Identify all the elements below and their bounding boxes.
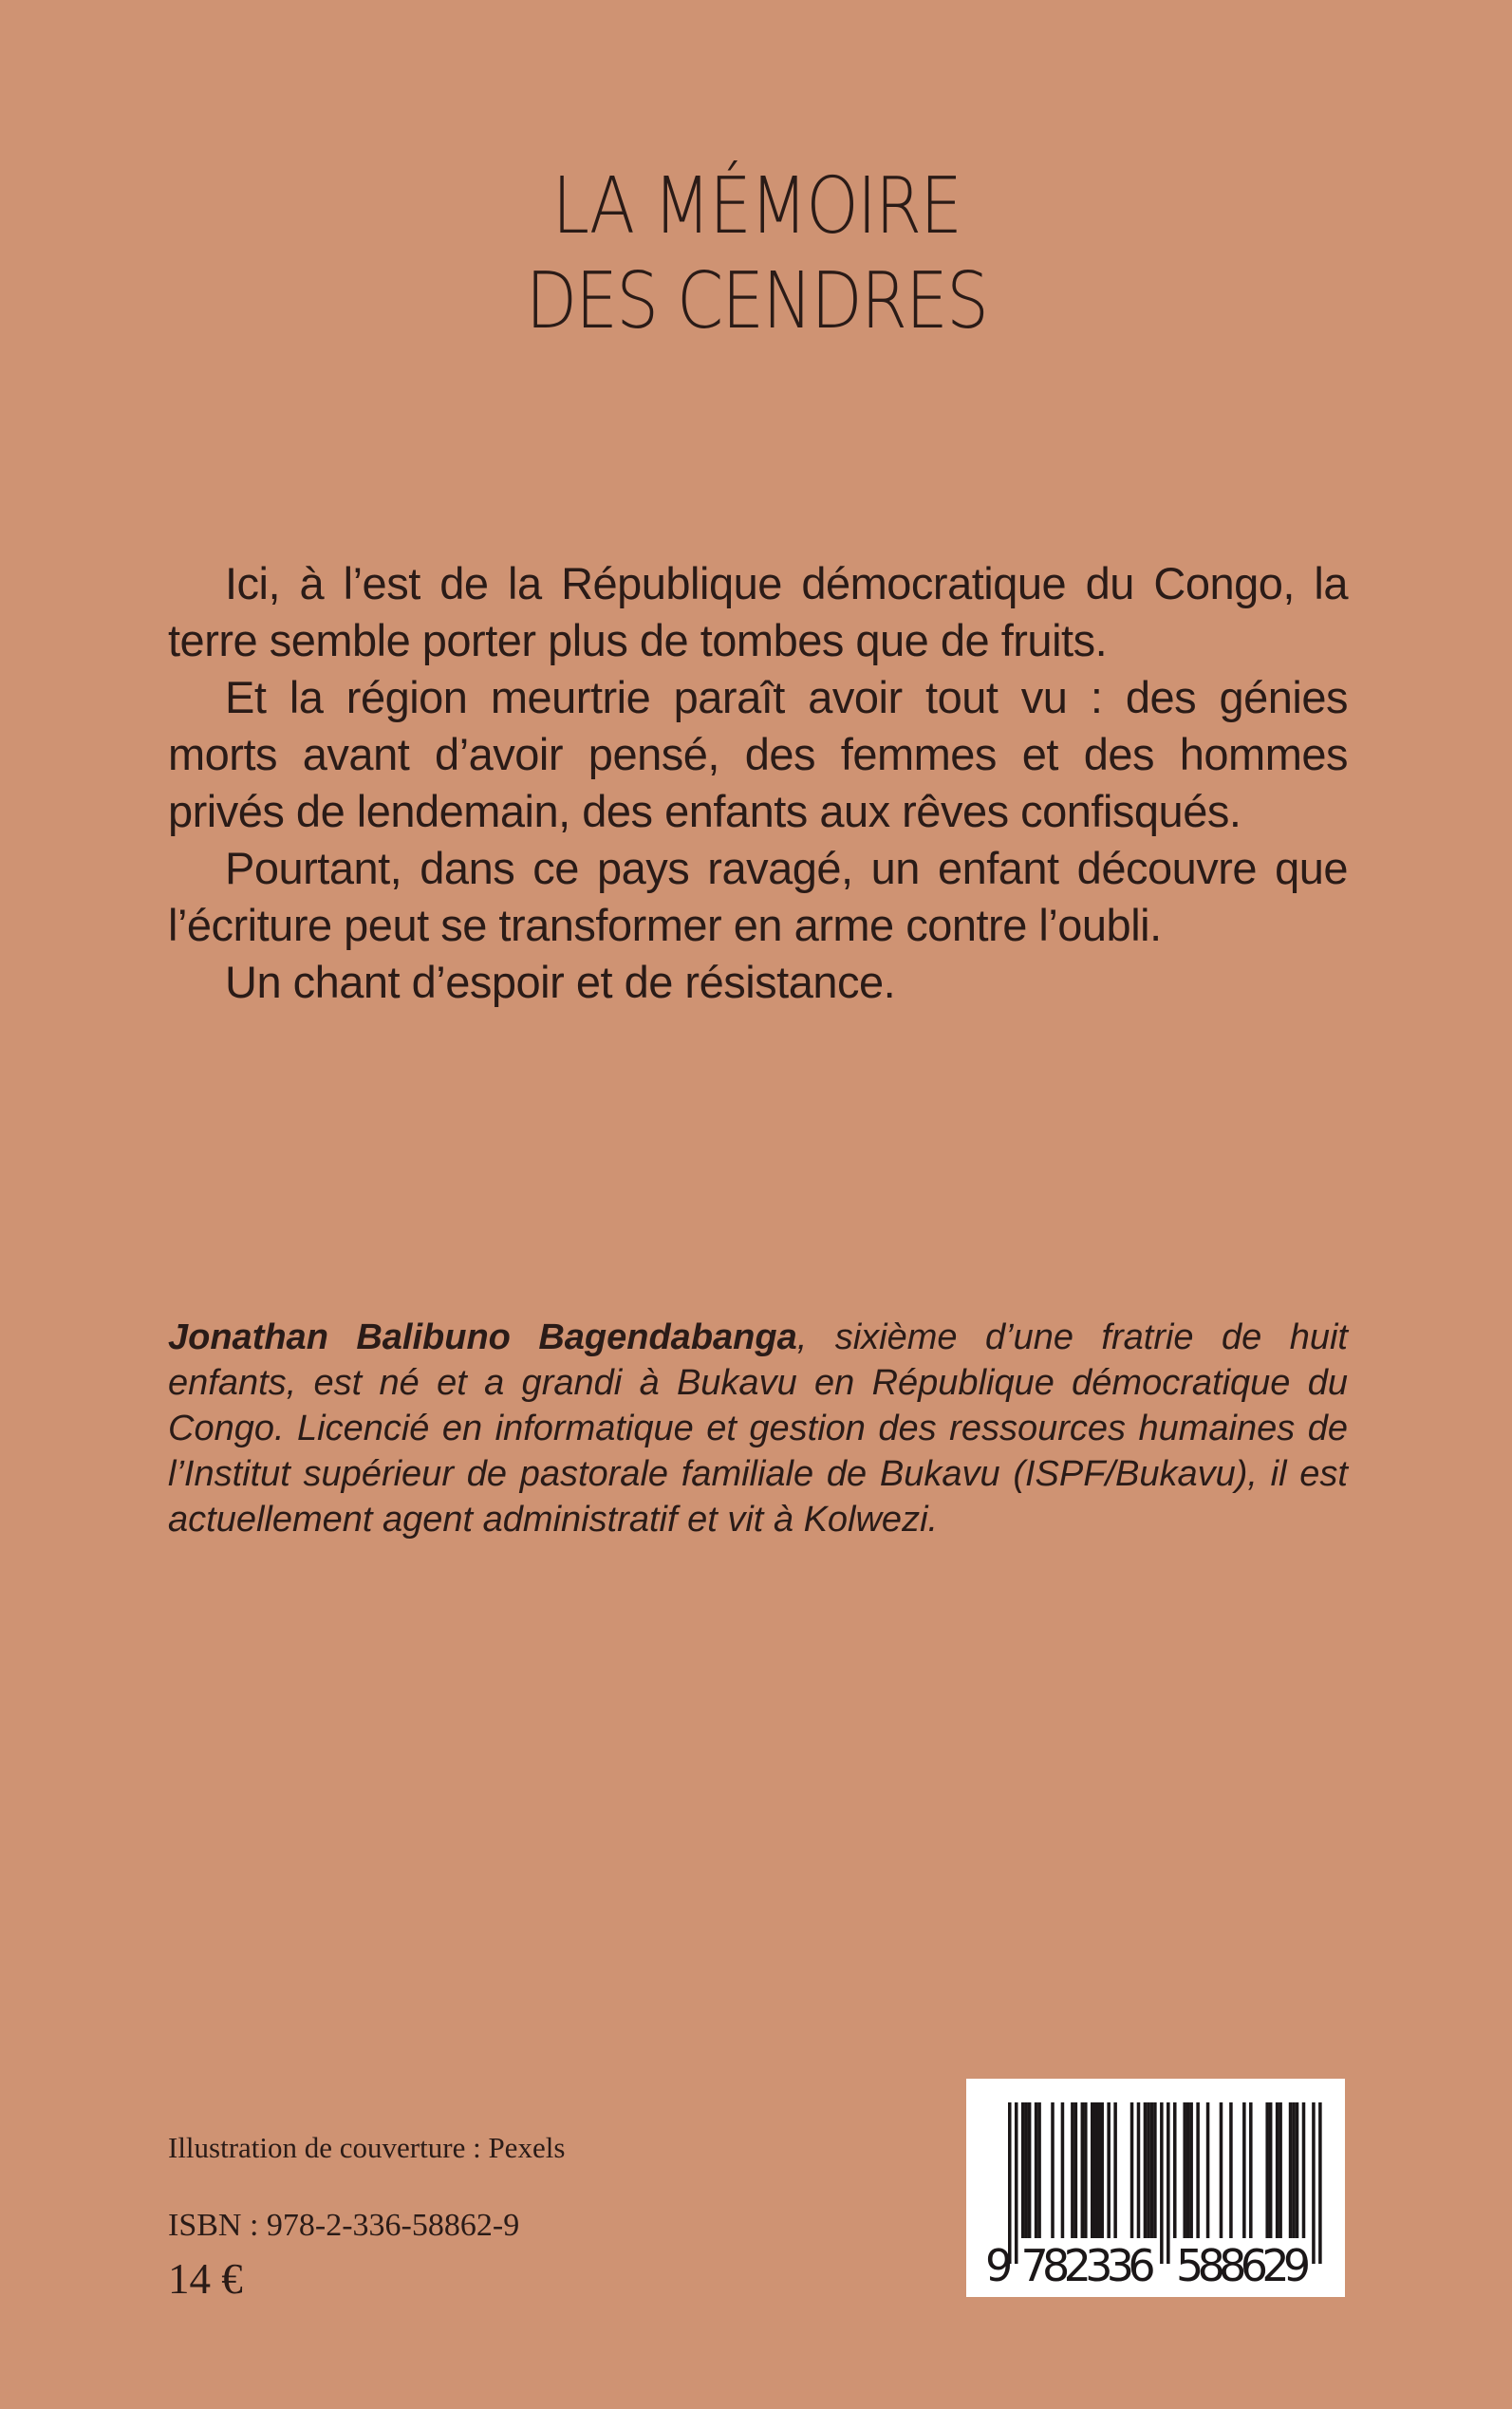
illustration-credit: Illustration de couverture : Pexels <box>168 2131 566 2164</box>
title-line-2: DES CENDRES <box>525 256 988 346</box>
svg-text:588629: 588629 <box>1176 2240 1312 2291</box>
blurb-paragraph: Pourtant, dans ce pays ravagé, un enfant découvre que l’écriture peut se transformer en arme contre l’oubli. <box>168 843 1348 950</box>
barcode <box>966 2079 1345 2297</box>
barcode-icon <box>966 2079 1345 2297</box>
isbn: ISBN : 978-2-336-58862-9 <box>168 2208 520 2243</box>
blurb-paragraph: Et la région meurtrie paraît avoir tout vu : des génies morts avant d’avoir pensé, des femmes et des hommes privés de lendemain, des enfants aux rêves confisqués. <box>168 672 1348 836</box>
author-bio <box>168 1315 1348 1542</box>
author-bio-text: , sixième d’une fratrie de huit enfants, est né et a grandi à Bukavu en République démocratique du Congo. Licencié en informatique et gestion des ressources humaines de l’Institut supérieur de pastorale familiale de Bukavu (ISPF/Bukavu), il est actuellement agent administratif et vit à Kolwezi. <box>168 1317 1348 1540</box>
book-title <box>106 159 1407 349</box>
blurb-paragraph: Ici, à l’est de la République démocratique du Congo, la terre semble porter plus de tombes que de fruits. <box>168 558 1348 665</box>
price: 14 € <box>168 2255 243 2303</box>
author-name: Jonathan Balibuno Bagendabanga <box>168 1317 797 1357</box>
back-cover-blurb <box>168 555 1348 1011</box>
svg-text:782336: 782336 <box>1020 2240 1156 2291</box>
blurb-paragraph: Un chant d’espoir et de résistance. <box>225 957 896 1007</box>
title-line-1: LA MÉMOIRE <box>551 161 961 252</box>
svg-text:9: 9 <box>985 2240 1014 2291</box>
